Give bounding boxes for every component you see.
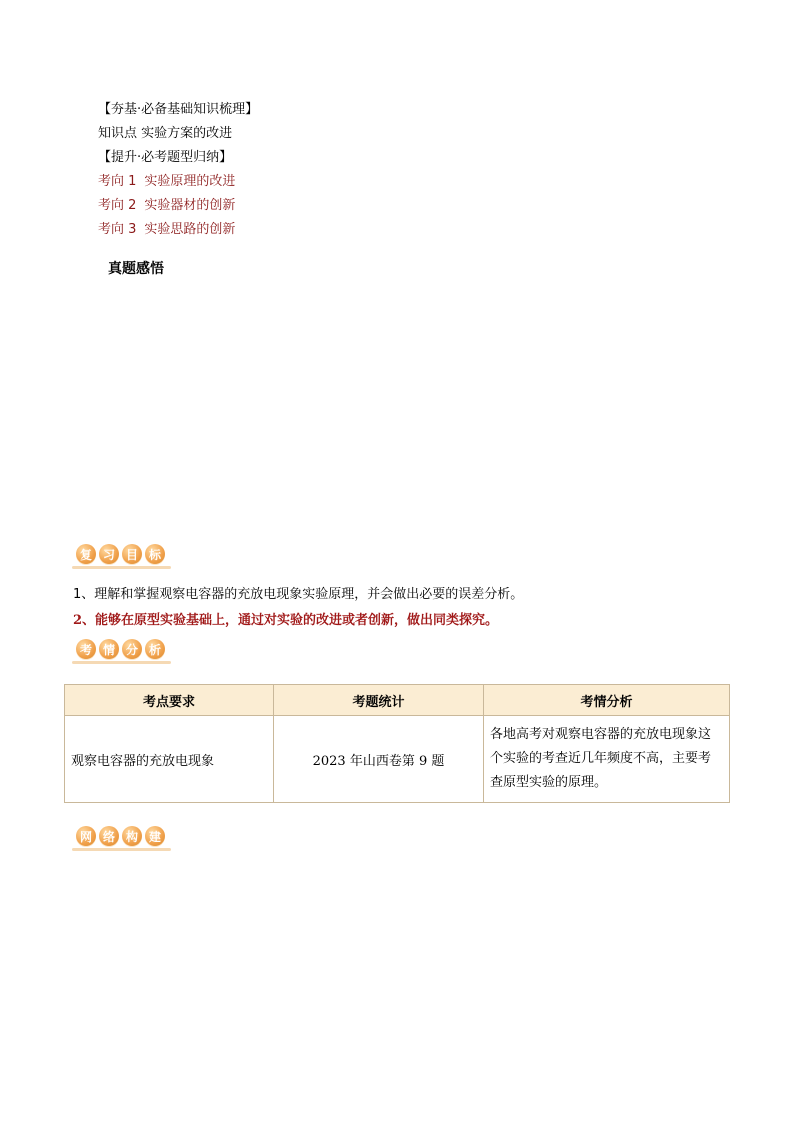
real-exam-heading: 真题感悟 <box>108 261 164 277</box>
badge-char: 分 <box>122 639 142 659</box>
badge-char: 考 <box>76 639 96 659</box>
exam-analysis-badge <box>76 639 165 659</box>
header-statistics: 考题统计 <box>274 685 484 716</box>
network-badge <box>76 826 165 846</box>
direction-2[interactable]: 考向 2 实验器材的创新 <box>98 198 236 213</box>
review-goals-badge <box>76 544 165 564</box>
badge-char: 目 <box>122 544 142 564</box>
badge-char: 网 <box>76 826 96 846</box>
badge-char: 习 <box>99 544 119 564</box>
table-of-contents <box>98 98 258 242</box>
badge-char: 析 <box>145 639 165 659</box>
badge-char: 建 <box>145 826 165 846</box>
cell-analysis: 各地高考对观察电容器的充放电现象这个实验的考查近几年频度不高，主要考查原型实验的原理。 <box>484 716 730 803</box>
badge-char: 复 <box>76 544 96 564</box>
header-analysis: 考情分析 <box>484 685 730 716</box>
basics-heading: 【夯基·必备基础知识梳理】 <box>98 102 259 117</box>
header-requirement: 考点要求 <box>65 685 274 716</box>
badge-char: 情 <box>99 639 119 659</box>
badge-char: 标 <box>145 544 165 564</box>
goal-2: 2、能够在原型实验基础上，通过对实验的改进或者创新，做出同类探究。 <box>73 613 499 628</box>
badge-char: 构 <box>122 826 142 846</box>
table-row <box>65 716 730 803</box>
cell-statistics: 2023 年山西卷第 9 题 <box>274 716 484 803</box>
direction-1[interactable]: 考向 1 实验原理的改进 <box>98 174 236 189</box>
advanced-heading: 【提升·必考题型归纳】 <box>98 150 233 165</box>
direction-3[interactable]: 考向 3 实验思路的创新 <box>98 222 236 237</box>
exam-analysis-table <box>64 684 730 803</box>
goal-1: 1、理解和掌握观察电容器的充放电现象实验原理，并会做出必要的误差分析。 <box>73 587 524 602</box>
cell-requirement: 观察电容器的充放电现象 <box>65 716 274 803</box>
badge-char: 络 <box>99 826 119 846</box>
table-header-row <box>65 685 730 716</box>
knowledge-point: 知识点 实验方案的改进 <box>98 126 233 141</box>
